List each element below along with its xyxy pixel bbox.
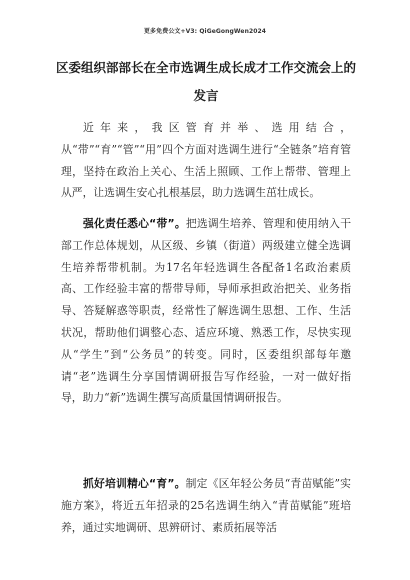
paragraph-intro — [61, 117, 351, 204]
document-title: 区委组织部部长在全市选调生成长成才工作交流会上的发言 — [56, 60, 357, 103]
paragraph-text: 近年来，我区管育并举、选用结合，从“带”“育”“管”“用”四个方面对选调生进行“全链条”培育管理，坚持在政治上关心、生活上照顾、工作上帮带、管理上从严，让选调生安心扎根基层，助力选调生茁壮成长。 — [61, 121, 351, 200]
paragraph-training — [61, 473, 351, 538]
paragraph-lead: 强化责任悉心“带”。 — [83, 217, 186, 230]
paragraph-text: 制定《区年轻公务员“青苗赋能”实施方案》，将近五年招录的25名选调生纳入“青苗赋能”班培养，通过实地调研、思辨研讨、素质拓展等活 — [61, 477, 351, 534]
paragraph-lead: 抓好培训精心“育”。 — [83, 477, 186, 490]
watermark-text: 更多免费公文+V3: QiGeGongWen2024 — [143, 28, 267, 35]
paragraph-text: 把选调生培养、管理和使用纳入干部工作总体规划，从区级、乡镇（街道）两级建立健全选调生培养帮带机制。为17名年轻选调生各配备1名政治素质高、工作经验丰富的帮带导师，导师承担政治把关、业务指导、答疑解惑等职责，经常性了解选调生思想、工作、生活状况，帮助他们调整心态、适应环境、熟悉工作，尽快实现从“学生”到“公务员”的转变。同时，区委组织部每年邀请“老”选调生分享国情调研报告写作经验，一对一做好指导，助力“新”选调生撰写高质量国情调研报告。 — [61, 217, 352, 405]
paragraph-strengthen-responsibility — [61, 213, 351, 409]
